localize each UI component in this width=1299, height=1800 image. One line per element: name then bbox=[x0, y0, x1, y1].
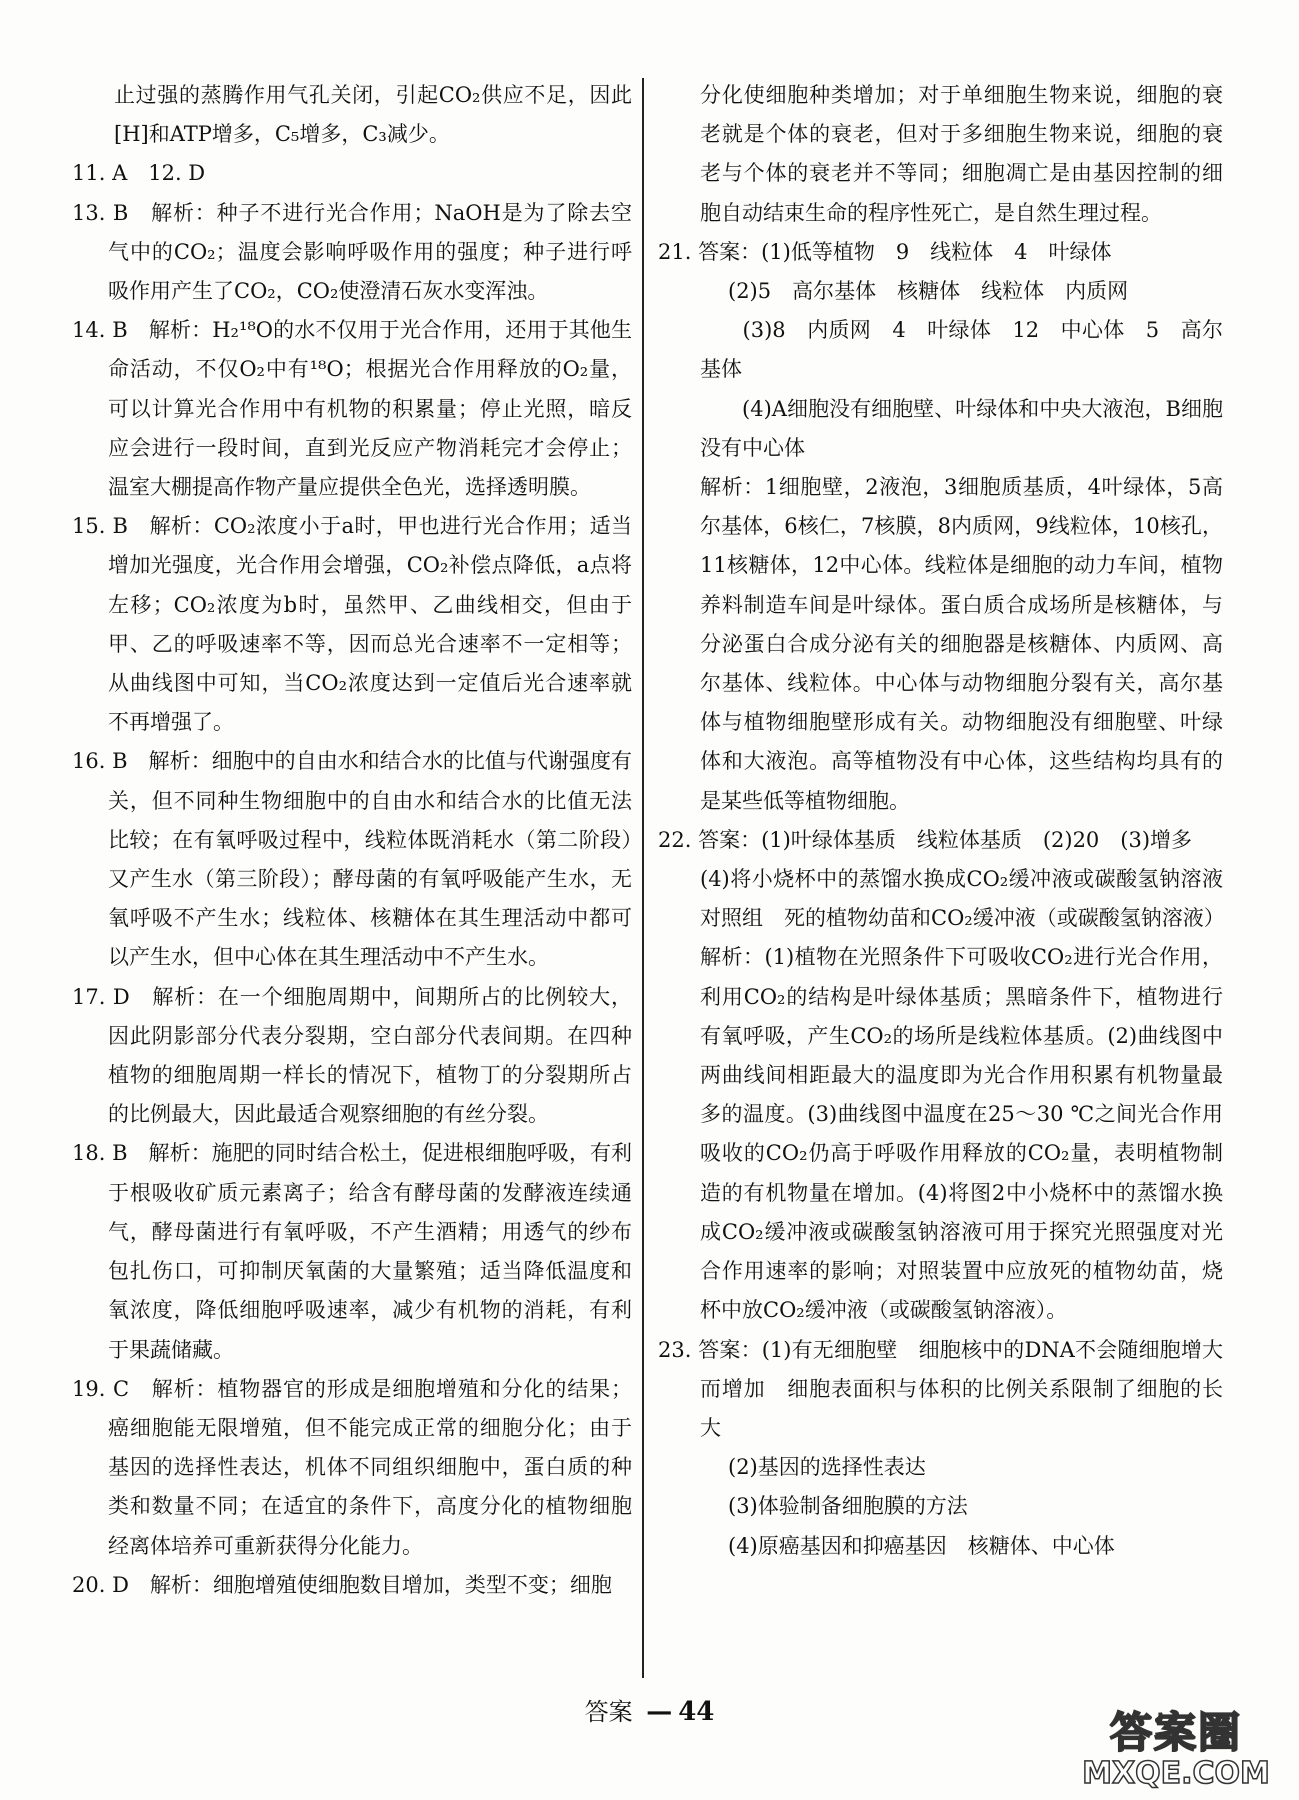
right-paragraph: 23. 答案：(1)有无细胞壁 细胞核中的DNA不会随细胞增大而增加 细胞表面积与体积的比例关系限制了细胞的长大 bbox=[658, 1337, 1223, 1440]
left-paragraph: 14. B 解析：H₂¹⁸O的水不仅用于光合作用，还用于其他生命活动，不仅O₂中有¹⁸O；根据光合作用释放的O₂量，可以计算光合作用中有机物的积累量；停止光照，暗反应会进行一段时间，直到光反应产物消耗完才会停止；温室大棚提高作物产量应提供全色光，选择透明膜。 bbox=[72, 318, 632, 500]
watermark-logo-text: 答案圈 bbox=[1109, 1708, 1242, 1757]
right-paragraph: (3)体验制备细胞膜的方法 bbox=[728, 1494, 968, 1519]
right-paragraph: 解析：1细胞壁，2液泡，3细胞质基质，4叶绿体，5高尔基体，6核仁，7核膜，8内质网，9线粒体，10核孔，11核糖体，12中心体。线粒体是细胞的动力车间，植物养料制造车间是叶绿体。蛋白质合成场所是核糖体，与分泌蛋白合成分泌有关的细胞器是核糖体、内质网、高尔基体、线粒体。中心体与动物细胞分裂有关，高尔基体与植物细胞壁形成有关。动物细胞没有细胞壁、叶绿体和大液泡。高等植物没有中心体，这些结构均具有的是某些低等植物细胞。 bbox=[700, 475, 1223, 813]
left-paragraph: 20. D 解析：细胞增殖使细胞数目增加，类型不变；细胞 bbox=[72, 1572, 612, 1597]
left-paragraph: 13. B 解析：种子不进行光合作用；NaOH是为了除去空气中的CO₂；温度会影响呼吸作用的强度；种子进行呼吸作用产生了CO₂，CO₂使澄清石灰水变浑浊。 bbox=[72, 200, 632, 304]
right-paragraph: (4)A细胞没有细胞壁、叶绿体和中央大液泡，B细胞没有中心体 bbox=[700, 396, 1223, 460]
right-paragraph: (2)基因的选择性表达 bbox=[728, 1455, 926, 1480]
page-number: 44 bbox=[678, 1697, 715, 1727]
right-column bbox=[658, 76, 1244, 1566]
right-paragraph: (4)原癌基因和抑癌基因 核糖体、中心体 bbox=[728, 1533, 1115, 1558]
left-paragraph: 18. B 解析：施肥的同时结合松土，促进根细胞呼吸，有利于根吸收矿质元素离子；给含有酵母菌的发酵液连续通气，酵母菌进行有氧呼吸，不产生酒精；用透气的纱布包扎伤口，可抑制厌氧菌的大量繁殖；适当降低温度和氧浓度，降低细胞呼吸速率，减少有机物的消耗，有利于果蔬储藏。 bbox=[72, 1141, 632, 1362]
left-paragraph: 19. C 解析：植物器官的形成是细胞增殖和分化的结果；癌细胞能无限增殖，但不能完成正常的细胞分化；由于基因的选择性表达，机体不同组织细胞中，蛋白质的种类和数量不同；在适宜的条件下，高度分化的植物细胞经离体培养可重新获得分化能力。 bbox=[72, 1376, 632, 1558]
right-paragraph: (3)8 内质网 4 叶绿体 12 中心体 5 高尔基体 bbox=[700, 318, 1223, 382]
right-paragraph: (2)5 高尔基体 核糖体 线粒体 内质网 bbox=[728, 279, 1129, 304]
right-paragraph: 22. 答案：(1)叶绿体基质 线粒体基质 (2)20 (3)增多 bbox=[658, 827, 1193, 852]
right-paragraph: 21. 答案：(1)低等植物 9 线粒体 4 叶绿体 bbox=[658, 239, 1112, 264]
right-paragraph: (4)将小烧杯中的蒸馏水换成CO₂缓冲液或碳酸氢钠溶液 对照组 死的植物幼苗和CO₂缓冲液（或碳酸氢钠溶液） bbox=[700, 867, 1244, 931]
left-paragraph: 16. B 解析：细胞中的自由水和结合水的比值与代谢强度有关，但不同种生物细胞中的自由水和结合水的比值无法比较；在有氧呼吸过程中，线粒体既消耗水（第二阶段）又产生水（第三阶段）；酵母菌的有氧呼吸能产生水，无氧呼吸不产生水；线粒体、核糖体在其生理活动中都可以产生水，但中心体在其生理活动中不产生水。 bbox=[72, 749, 632, 970]
left-paragraph: 11. A 12. D bbox=[72, 161, 206, 186]
footer-label: 答案 bbox=[584, 1698, 633, 1726]
left-paragraph: 15. B 解析：CO₂浓度小于a时，甲也进行光合作用；适当增加光强度，光合作用会增强，CO₂补偿点降低，a点将左移；CO₂浓度为b时，虽然甲、乙曲线相交，但由于甲、乙的呼吸速率不等，因而总光合速率不一定相等；从曲线图中可知，当CO₂浓度达到一定值后光合速率就不再增强了。 bbox=[72, 514, 632, 735]
footer-dash: — bbox=[646, 1697, 673, 1727]
left-paragraph: 止过强的蒸腾作用气孔关闭，引起CO₂供应不足，因此[H]和ATP增多，C₅增多，C₃减少。 bbox=[114, 83, 632, 147]
right-paragraph: 分化使细胞种类增加；对于单细胞生物来说，细胞的衰老就是个体的衰老，但对于多细胞生物来说，细胞的衰老与个体的衰老并不等同；细胞凋亡是由基因控制的细胞自动结束生命的程序性死亡，是自然生理过程。 bbox=[700, 83, 1223, 225]
watermark-logo bbox=[1067, 1700, 1285, 1792]
left-column bbox=[72, 76, 632, 1605]
left-paragraph: 17. D 解析：在一个细胞周期中，间期所占的比例较大，因此阴影部分代表分裂期，空白部分代表间期。在四种植物的细胞周期一样长的情况下，植物丁的分裂期所占的比例最大，因此最适合观察细胞的有丝分裂。 bbox=[72, 984, 632, 1127]
watermark-site: MXQE.COM bbox=[1082, 1756, 1270, 1791]
column-divider bbox=[642, 78, 644, 1678]
right-paragraph: 解析：(1)植物在光照条件下可吸收CO₂进行光合作用，利用CO₂的结构是叶绿体基质；黑暗条件下，植物进行有氧呼吸，产生CO₂的场所是线粒体基质。(2)曲线图中两曲线间相距最大的温度即为光合作用积累有机物量最多的温度。(3)曲线图中温度在25～30 ℃之间光合作用吸收的CO₂仍高于呼吸作用释放的CO₂量，表明植物制造的有机物量在增加。(4)将图2中小烧杯中的蒸馏水换成CO₂缓冲液或碳酸氢钠溶液可用于探究光照强度对光合作用速率的影响；对照装置中应放死的植物幼苗，烧杯中放CO₂缓冲液（或碳酸氢钠溶液）。 bbox=[700, 945, 1223, 1323]
